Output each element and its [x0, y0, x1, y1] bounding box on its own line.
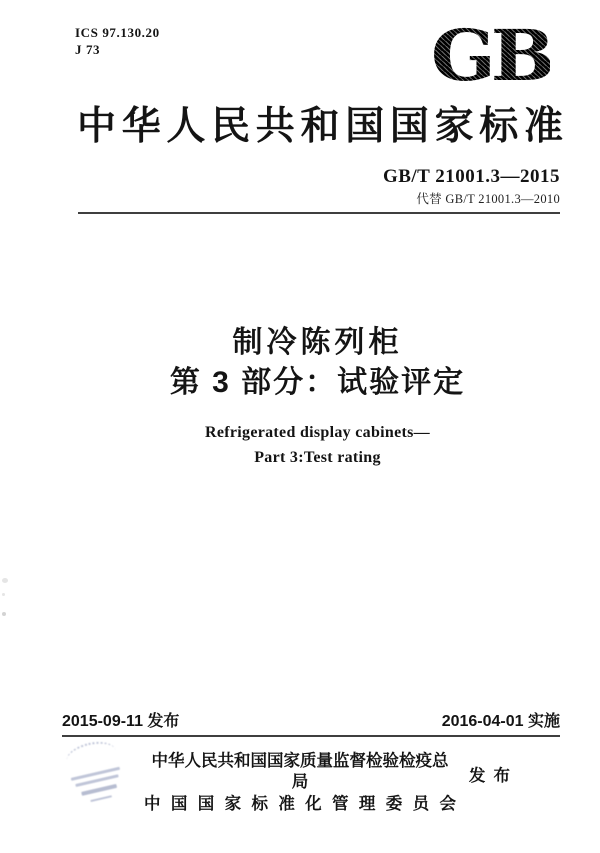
- issuer-line2: 中国国家标准化管理委员会: [144, 793, 456, 813]
- title-en-line1: Refrigerated display cabinets—: [205, 424, 430, 441]
- national-standard-heading: 中华人民共和国国家标准: [77, 105, 563, 148]
- title-en-line2: Part 3:Test rating: [254, 448, 381, 466]
- implementation-date: 2016-04-01 实施: [441, 713, 560, 730]
- ics-classification: [75, 25, 160, 59]
- stamp-text-line: [75, 774, 119, 787]
- stamp-text-line: [71, 767, 120, 781]
- issuer-line1: 中华人民共和国国家质量监督检验检疫总局: [151, 751, 449, 792]
- standard-number-block: [383, 166, 560, 207]
- stamp-text-line: [81, 784, 117, 796]
- issue-date: 2015-09-11 发布: [62, 713, 180, 730]
- gb-logo-icon: GB: [430, 14, 550, 97]
- issuing-bodies: [144, 750, 456, 814]
- publish-label: 发 布: [468, 766, 512, 785]
- stamp-arc: [64, 737, 119, 774]
- doc-class-code: J 73: [75, 41, 101, 57]
- header-divider-line: [78, 212, 560, 214]
- standard-number: GB/T 21001.3—2015: [382, 166, 560, 187]
- document-title-english: [75, 421, 560, 471]
- anti-counterfeit-stamp-icon: [59, 736, 137, 833]
- document-title-chinese: [75, 323, 560, 402]
- title-cn-line1: 制冷陈列柜: [232, 326, 403, 359]
- stamp-text-line: [90, 795, 112, 802]
- ics-code: ICS 97.130.20: [75, 25, 160, 40]
- replaces-note: 代替 GB/T 21001.3—2010: [416, 192, 560, 206]
- title-cn-line2: 第 3 部分：试验评定: [169, 365, 466, 399]
- scan-noise: [2, 578, 14, 618]
- footer-divider-line: [62, 735, 560, 737]
- date-row: [62, 708, 560, 731]
